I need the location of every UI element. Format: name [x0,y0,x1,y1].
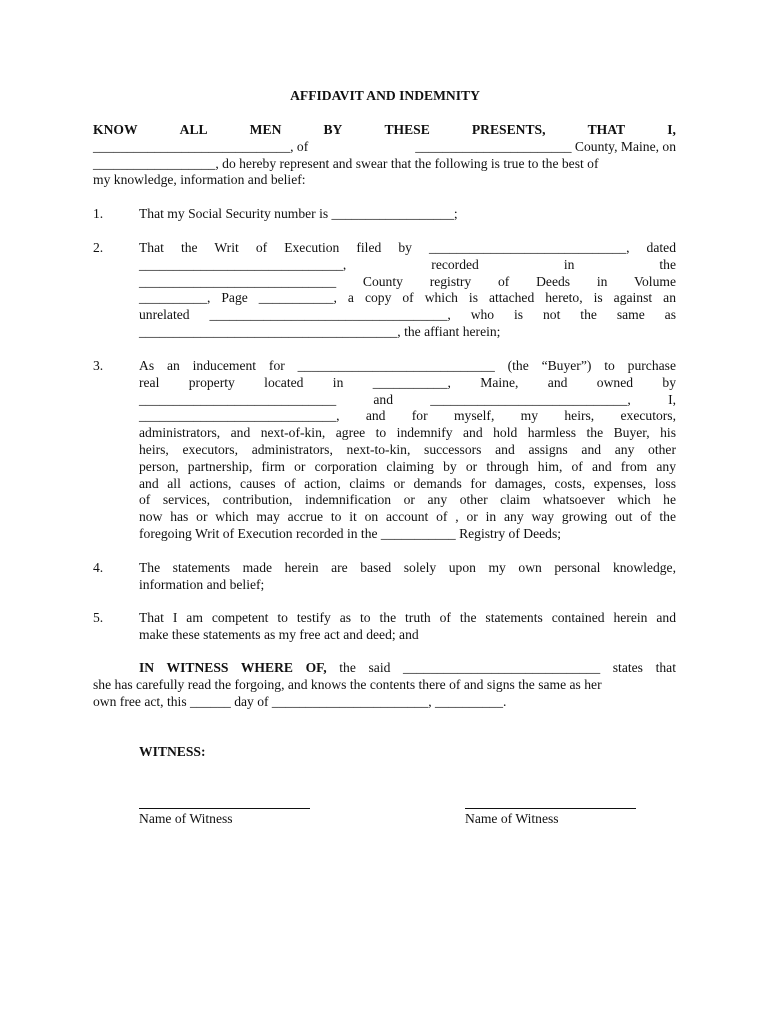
intro-word: THESE [384,122,430,137]
witness-heading: WITNESS: [139,744,206,759]
witness-name-label-left: Name of Witness [139,811,233,826]
item-line: administrators, and next-of-kin, agree to indemnify and hold harmless the Buyer, his [139,425,676,441]
intro-paragraph [93,122,676,189]
intro-word: I, [667,122,676,137]
item-line: That the Writ of Execution filed by _____________________________, dated [139,240,676,255]
item-line: _____________________________ County registry of Deeds in Volume [139,273,676,289]
witness-name-label-right: Name of Witness [465,811,559,826]
intro-word: MEN [249,122,282,137]
item-1-text [139,206,676,223]
item-line: person, partnership, firm or corporation claiming by or through him, of and from any [139,458,676,474]
witness-clause-line-1-rest: the said _____________________________ states that [326,660,676,675]
intro-line-3: __________________, do hereby represent and swear that the following is true to the best of [93,155,599,171]
item-line: __________, Page ___________, a copy of which is attached hereto, is against an [139,290,676,306]
intro-word: THAT [587,122,626,137]
intro-word: ALL [179,122,208,137]
witness-signature-line-left [139,808,310,809]
item-line: now has or which may accrue to it on account of , or in any way growing out of the [139,509,676,525]
item-line: _____________________________ and _____________________________, I, [139,391,676,407]
item-line: of services, contribution, indemnification or any other claim whatsoever which he [139,492,676,508]
intro-line-2-a: _____________________________, of [93,138,309,154]
item-line: heirs, executors, administrators, next-to-kin, successors and assigns and any other [139,441,676,457]
item-line: That I am competent to testify as to the truth of the statements contained herein and [139,610,676,625]
item-line: information and belief; [139,576,265,592]
item-number: 4. [93,560,104,575]
intro-line-2-b: _______________________ County, Maine, on [415,138,676,154]
intro-word: PRESENTS, [471,122,546,137]
item-2-text [139,240,676,341]
item-line: foregoing Writ of Execution recorded in the ___________ Registry of Deeds; [139,525,562,541]
item-3-text [139,358,676,543]
item-line: make these statements as my free act and deed; and [139,626,419,642]
witness-clause-lead: IN WITNESS WHERE OF, [139,660,327,675]
item-line: ______________________________, recorded in the [139,256,676,272]
item-line: ______________________________________, the affiant herein; [139,323,501,339]
intro-word: KNOW [93,122,138,137]
intro-line-2 [93,139,676,156]
item-number: 3. [93,358,104,373]
item-line: That my Social Security number is __________________; [139,206,458,221]
witness-clause-line-1 [93,660,676,677]
intro-line-4: my knowledge, information and belief: [93,172,306,188]
item-number: 5. [93,610,104,625]
witness-signature-line-right [465,808,636,809]
item-line: real property located in ___________, Maine, and owned by [139,374,676,390]
witness-clause-line-3: own free act, this ______ day of _______________________, __________. [93,693,507,709]
document-title: AFFIDAVIT AND INDEMNITY [290,88,480,103]
item-line: As an inducement for _____________________________ (the “Buyer”) to purchase [139,358,676,373]
item-5-text [139,610,676,644]
witness-clause-line-2: she has carefully read the forgoing, and knows the contents there of and signs the same as her [93,676,602,692]
intro-lead-line [93,122,676,139]
item-line: unrelated ___________________________________, who is not the same as [139,307,676,323]
item-number: 1. [93,206,104,221]
item-line: _____________________________, and for myself, my heirs, executors, [139,408,676,424]
item-line: and all actions, causes of action, claims or demands for damages, costs, expenses, loss [139,475,676,491]
item-line: The statements made herein are based solely upon my own personal knowledge, [139,560,676,575]
witness-clause [93,660,676,710]
intro-word: BY [323,122,343,137]
item-number: 2. [93,240,104,255]
item-4-text [139,560,676,594]
